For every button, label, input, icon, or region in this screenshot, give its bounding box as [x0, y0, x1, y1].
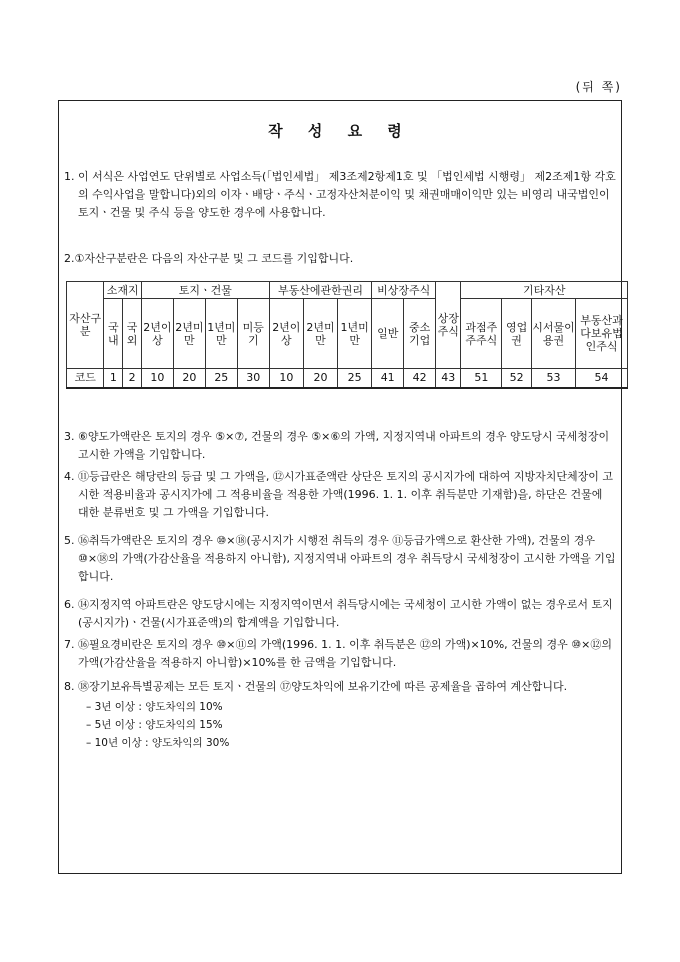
asset-code-table	[66, 281, 628, 389]
code-cell: 1	[104, 369, 123, 388]
sub-re-1y-under: 1년미만	[338, 299, 372, 369]
rate-item: – 3년 이상 : 양도차익의 10%	[86, 701, 223, 713]
sub-domestic: 국내	[104, 299, 123, 369]
code-cell: 10	[141, 369, 173, 388]
deduction-rate-list	[86, 698, 229, 752]
sub-facility-right: 시서물이용권	[531, 299, 575, 369]
asset-class-label: 자산구분	[67, 282, 104, 369]
group-real-estate-rights: 부동산에관한권리	[269, 282, 371, 299]
sub-lb-2y-over: 2년이상	[141, 299, 173, 369]
sub-general: 일반	[372, 299, 404, 369]
page-side-label: (뒤 쪽)	[575, 80, 622, 94]
group-location: 소재지	[104, 282, 141, 299]
code-cell: 2	[123, 369, 142, 388]
instruction-6: 6. ⑭지정지역 아파트란은 양도당시에는 지정지역이면서 취득당시에는 국세청이 고시한 가액이 없는 경우로서 토지(공시지가)ㆍ건물(시가표준액)의 합계액을 기입합니다.	[64, 598, 613, 629]
instruction-7: 7. ⑯필요경비란은 토지의 경우 ⑩×⑪의 가액(1996. 1. 1. 이후 취득분은 ⑫의 가액)×10%, 건물의 경우 ⑩×⑫의 가액(가감산율을 적용하지 아니함)×10%를 한 금액을 기입합니다.	[64, 638, 612, 669]
code-cell: 54	[576, 369, 628, 388]
sub-oversubscribed: 과점주주주식	[461, 299, 502, 369]
rate-item: – 10년 이상 : 양도차익의 30%	[86, 737, 230, 749]
code-cell: 42	[404, 369, 436, 388]
code-cell: 30	[237, 369, 269, 388]
instruction-3: 3. ⑥양도가액란은 토지의 경우 ⑤×⑦, 건물의 경우 ⑤×⑥의 가액, 지정지역내 아파트의 경우 양도당시 국세청장이 고시한 가액을 기입합니다.	[64, 430, 610, 461]
sub-re-2y-under: 2년미만	[303, 299, 337, 369]
code-cell: 25	[205, 369, 237, 388]
sub-lb-1y-under: 1년미만	[205, 299, 237, 369]
instruction-1: 1. 이 서식은 사업연도 단위별로 사업소득(「법인세법」 제3조제2항제1호 및 「법인세법 시행령」 제2조제1항 각호의 수익사업을 말합니다)외의 이자ㆍ배당ㆍ주식ㆍ고정자산처분이익 및 채권매매이익만 있는 비영리 내국법인이 토지ㆍ건물 및 주식 등을 양도한 경우에 사용합니다.	[64, 170, 616, 219]
code-cell: 20	[303, 369, 337, 388]
code-cell: 51	[461, 369, 502, 388]
sub-re-2y-over: 2년이상	[269, 299, 303, 369]
code-cell: 53	[531, 369, 575, 388]
sub-foreign: 국외	[123, 299, 142, 369]
group-unlisted-stock: 비상장주식	[372, 282, 436, 299]
group-other-assets: 기타자산	[461, 282, 628, 299]
instruction-4: 4. ⑪등급란은 해당란의 등급 및 그 가액을, ⑫시가표준액란 상단은 토지의 공시지가에 대하여 지방자치단체장이 고시한 적용비율과 공시지가에 그 적용비율을 적용한 가액(1996. 1. 1. 이후 취득분만 기재함)을, 하단은 건물에 대한 분류번호 및 그 가액을 기입합니다.	[64, 470, 613, 519]
sub-unregistered: 미등기	[237, 299, 269, 369]
instruction-2: 2.①자산구분란은 다음의 자산구분 및 그 코드를 기입합니다.	[64, 252, 354, 265]
group-land-building: 토지ㆍ건물	[141, 282, 269, 299]
instruction-8: 8. ⑱장기보유특별공제는 모든 토지ㆍ건물의 ⑰양도차익에 보유기간에 따른 공제율을 곱하여 계산합니다.	[64, 680, 568, 693]
code-cell: 41	[372, 369, 404, 388]
code-label: 코드	[67, 369, 104, 388]
group-listed-stock: 상장주식	[436, 282, 461, 369]
instruction-5: 5. ⑯취득가액란은 토지의 경우 ⑩×⑱(공시지가 시행전 취득의 경우 ⑪등급가액으로 환산한 가액), 건물의 경우 ⑩×⑱의 가액(가감산율을 적용하지 아니함), 지정지역내 아파트의 경우 취득당시 국세청장이 고시한 가액을 기입합니다.	[64, 534, 616, 583]
code-cell: 43	[436, 369, 461, 388]
page-title: 작 성 요 령	[268, 122, 412, 140]
rate-item: – 5년 이상 : 양도차익의 15%	[86, 719, 223, 731]
sub-sme: 중소기업	[404, 299, 436, 369]
sub-business-right: 영업권	[502, 299, 532, 369]
code-cell: 20	[173, 369, 205, 388]
code-cell: 52	[502, 369, 532, 388]
sub-lb-2y-under: 2년미만	[173, 299, 205, 369]
sub-re-stock: 부동산과다보유법인주식	[576, 299, 628, 369]
code-cell: 10	[269, 369, 303, 388]
code-cell: 25	[338, 369, 372, 388]
